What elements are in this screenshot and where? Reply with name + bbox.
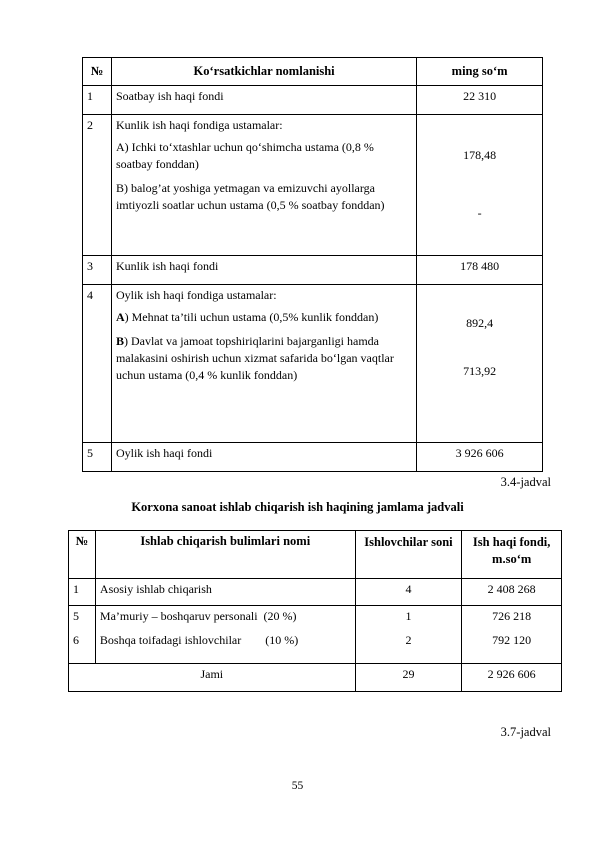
table-row <box>83 443 543 472</box>
row-label: Kunlik ish haqi fondi <box>111 256 416 285</box>
row-name-b: Boshqa toifadagi ishlovchilar (10 %) <box>99 633 299 647</box>
row-count-a: 1 <box>405 609 412 623</box>
row-sub-a <box>116 309 412 326</box>
table-row <box>83 86 543 115</box>
table-caption: 3.7-jadval <box>500 725 551 739</box>
page-number: 55 <box>291 780 304 792</box>
total-label: Jami <box>69 664 356 692</box>
row-value-cell <box>417 285 543 443</box>
row-value-a: 178,48 <box>463 148 497 162</box>
header-indicator-name: Ko‘rsatkichlar nomlanishi <box>111 58 416 86</box>
table-row <box>83 256 543 285</box>
table-row <box>83 115 543 256</box>
table-row <box>69 606 562 664</box>
row-value-b: - <box>477 206 482 220</box>
row-name: Asosiy ishlab chiqarish <box>95 579 355 606</box>
sub-b-prefix: B <box>115 334 124 348</box>
row-count: 4 <box>355 579 462 606</box>
row-label: Kunlik ish haqi fondiga ustamalar: <box>115 118 283 132</box>
row-value-b: 713,92 <box>463 364 497 378</box>
row-num: 3 <box>83 256 112 285</box>
table-row <box>69 579 562 606</box>
header-num: № <box>83 58 112 86</box>
wage-summary-table <box>68 530 562 692</box>
table-header-row <box>83 58 543 86</box>
total-row <box>69 664 562 692</box>
row-count-cell <box>355 606 462 664</box>
row-num: 2 <box>83 115 112 256</box>
row-value-a: 892,4 <box>466 316 494 330</box>
row-sub-a: A) Ichki to‘xtashlar uchun qo‘shimcha ustama (0,8 % soatbay fonddan) <box>115 140 374 171</box>
row-count-b: 2 <box>405 633 412 647</box>
row-value: 178 480 <box>417 256 543 285</box>
header-value: ming so‘m <box>417 58 543 86</box>
sub-b-text: ) Davlat va jamoat topshiriqlarini bajarganligi hamda malakasini oshirish uchun xizmat safarida bo‘lgan vaqtlar uchun ustama (0,4 % kunlik fonddan) <box>115 334 394 382</box>
total-fund: 2 926 606 <box>462 664 562 692</box>
sub-a-text: ) Mehnat ta’tili uchun ustama (0,5% kunlik fonddan) <box>124 310 379 324</box>
row-num: 5 <box>83 443 112 472</box>
row-fund-a: 726 218 <box>492 609 532 623</box>
row-num: 4 <box>83 285 112 443</box>
indicators-table <box>82 57 543 472</box>
row-value-cell <box>417 115 543 256</box>
sub-a-prefix: A <box>115 310 125 324</box>
row-num-b: 6 <box>73 633 79 647</box>
row-value: 22 310 <box>417 86 543 115</box>
row-fund: 2 408 268 <box>462 579 562 606</box>
table-caption: 3.4-jadval <box>500 475 551 489</box>
table-row <box>83 285 543 443</box>
row-num-cell <box>69 606 96 664</box>
row-fund-b: 792 120 <box>492 633 532 647</box>
row-sub-b <box>116 333 412 384</box>
row-label-cell <box>111 285 416 443</box>
row-label-cell <box>111 115 416 256</box>
row-name-cell <box>95 606 355 664</box>
table-header-row <box>69 531 562 579</box>
section-title: Korxona sanoat ishlab chiqarish ish haqining jamlama jadvali <box>131 500 464 514</box>
row-num-a: 5 <box>73 609 79 623</box>
row-sub-b: B) balog’at yoshiga yetmagan va emizuvchi ayollarga imtiyozli soatlar uchun ustama (0,5 % soatbay fonddan) <box>115 181 385 212</box>
total-count: 29 <box>355 664 462 692</box>
row-name-a: Ma’muriy – boshqaruv personali (20 %) <box>99 609 297 623</box>
row-fund-cell <box>462 606 562 664</box>
row-num: 1 <box>83 86 112 115</box>
header-num: № <box>69 531 96 579</box>
row-label: Oylik ish haqi fondi <box>111 443 416 472</box>
row-value: 3 926 606 <box>417 443 543 472</box>
header-employee-count: Ishlovchilar soni <box>355 531 462 579</box>
header-wage-fund: Ish haqi fondi, m.so‘m <box>462 531 562 579</box>
row-num: 1 <box>69 579 96 606</box>
row-label: Soatbay ish haqi fondi <box>111 86 416 115</box>
header-department-name: Ishlab chiqarish bulimlari nomi <box>95 531 355 579</box>
row-label: Oylik ish haqi fondiga ustamalar: <box>115 288 277 302</box>
